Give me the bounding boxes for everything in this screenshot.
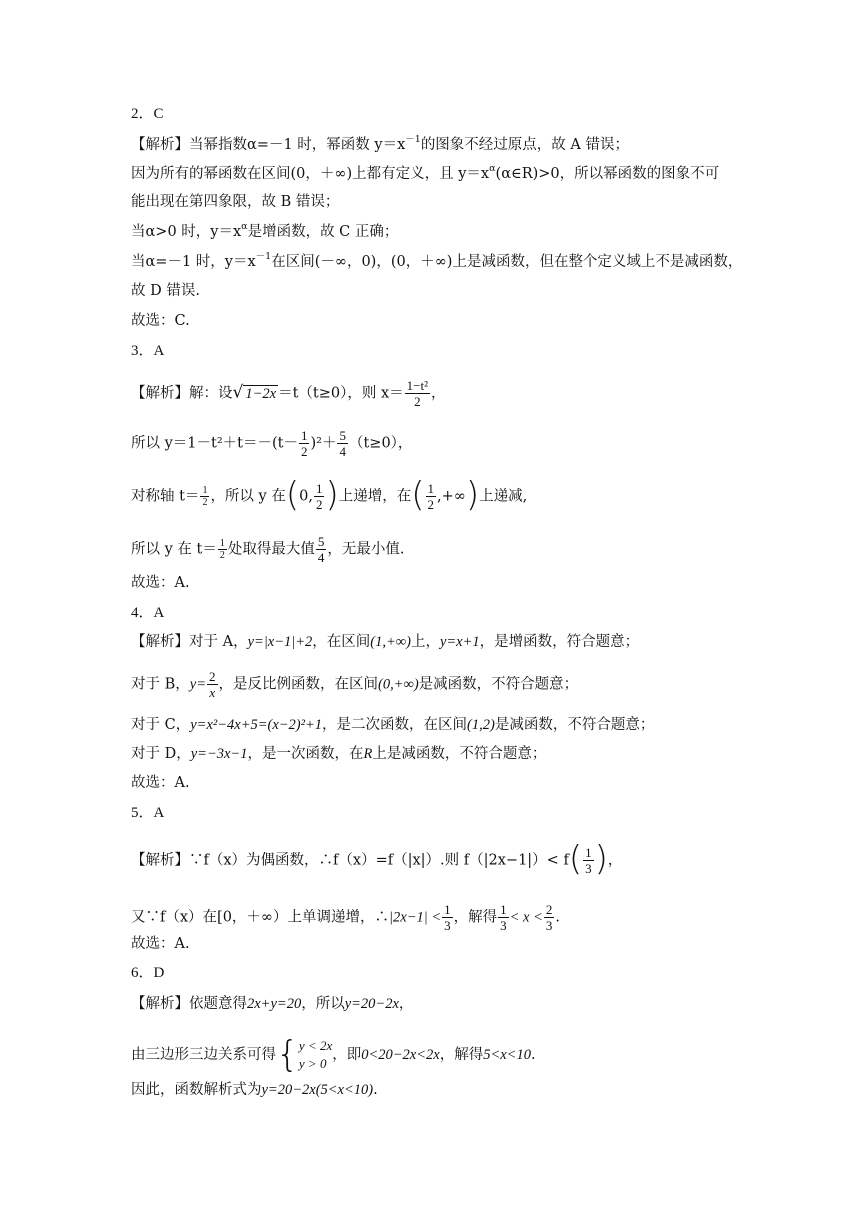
- q2-line-4: 当α>0 时，$y=x^\alpha$是增函数，故 C 正确；: [131, 221, 399, 240]
- q2-line-1: 【解析】当幂指数α=－1 时，幂函数 $y=x^{-1}$的图象不经过原点，故 A 错误；: [131, 134, 630, 153]
- q3-answer: 故选：A.: [131, 575, 190, 591]
- q6-heading: 6．D: [131, 965, 165, 981]
- q2-line-2: 因为所有的幂函数在区间(0，＋∞)上都有定义，且 $y=x^\alpha(\alpha\in R)>0$，所以幂函数的图象不可: [131, 163, 720, 182]
- q5-line-1: 【解析】∵f（x）为偶函数，∴f（x）=f（|x|）.则 f（|2x−1|）< f( $\frac{1}{3}$ )，: [131, 838, 623, 879]
- q2-heading: 2．C: [131, 106, 164, 122]
- q5-line-2: 又∵f（x）在[0，＋∞）上单调递增，∴|2x−1| < $\frac{1}{3}$ ，解得 $\frac{1}{3}$ < x < $\frac{2}{3}$ .: [131, 902, 560, 933]
- q3-heading: 3．A: [131, 343, 165, 359]
- q5-heading: 5．A: [131, 805, 165, 821]
- q3-line-1: 【解析】解：设√ 1−2x ＝t（t≥0），则 x＝ $\frac{\text{1−t²}}{2}$ ，: [131, 378, 446, 409]
- q4-line-3: 对于 C，y=x²−4x+5=(x−2)²+1，是二次函数，在区间(1,2)是减函数，不符合题意；: [131, 717, 655, 733]
- q2-line-5: 当α=－1 时，$y=x^{-1}$在区间(－∞，0)，(0，＋∞)上是减函数，但在整个定义域上不是减函数，: [131, 251, 743, 270]
- q2-answer: 故选：C.: [131, 313, 190, 329]
- q3-line-2: 所以 y＝1－t²＋t＝－(t－ $\frac{1}{2}$ )²＋ $\frac{5}{4}$ （t≥0），: [131, 428, 413, 459]
- q4-line-1: 【解析】对于 A，y=|x−1|+2，在区间(1,+∞)上，y=x+1，是增函数，符合题意；: [131, 634, 640, 650]
- q4-line-4: 对于 D，y=−3x−1，是一次函数，在R上是减函数，不符合题意；: [131, 746, 547, 762]
- q2-line-6: 故 D 错误.: [131, 283, 200, 299]
- q3-line-3: 对称轴 t＝ $\frac{1}{2}$ ，所以 y 在(0, $\frac{1}{2}$ )上递增，在( $\frac{1}{2}$ ,+∞)上递减,: [131, 474, 528, 515]
- q6-line-3: 因此，函数解析式为y=20−2x(5<x<10).: [131, 1082, 378, 1098]
- q4-heading: 4．A: [131, 605, 165, 621]
- q4-line-2: 对于 B，y= $\frac{2}{x}$ ，是反比例函数，在区间(0,+∞)是减函数，不符合题意；: [131, 669, 579, 700]
- q5-answer: 故选：A.: [131, 936, 190, 952]
- q6-line-1: 【解析】依题意得2x+y=20，所以y=20−2x，: [131, 996, 414, 1012]
- q4-answer: 故选：A.: [131, 775, 190, 791]
- q2-line-3: 能出现在第四象限，故 B 错误；: [131, 194, 340, 210]
- q3-line-4: 所以 y 在 t＝ $\frac{1}{2}$ 处取得最大值 $\frac{5}{4}$ ，无最小值.: [131, 534, 405, 565]
- q6-line-2: 由三边形三边关系可得{ y < 2x y > 0 ，即0<20−2x<2x，解得5<x<10.: [131, 1034, 536, 1075]
